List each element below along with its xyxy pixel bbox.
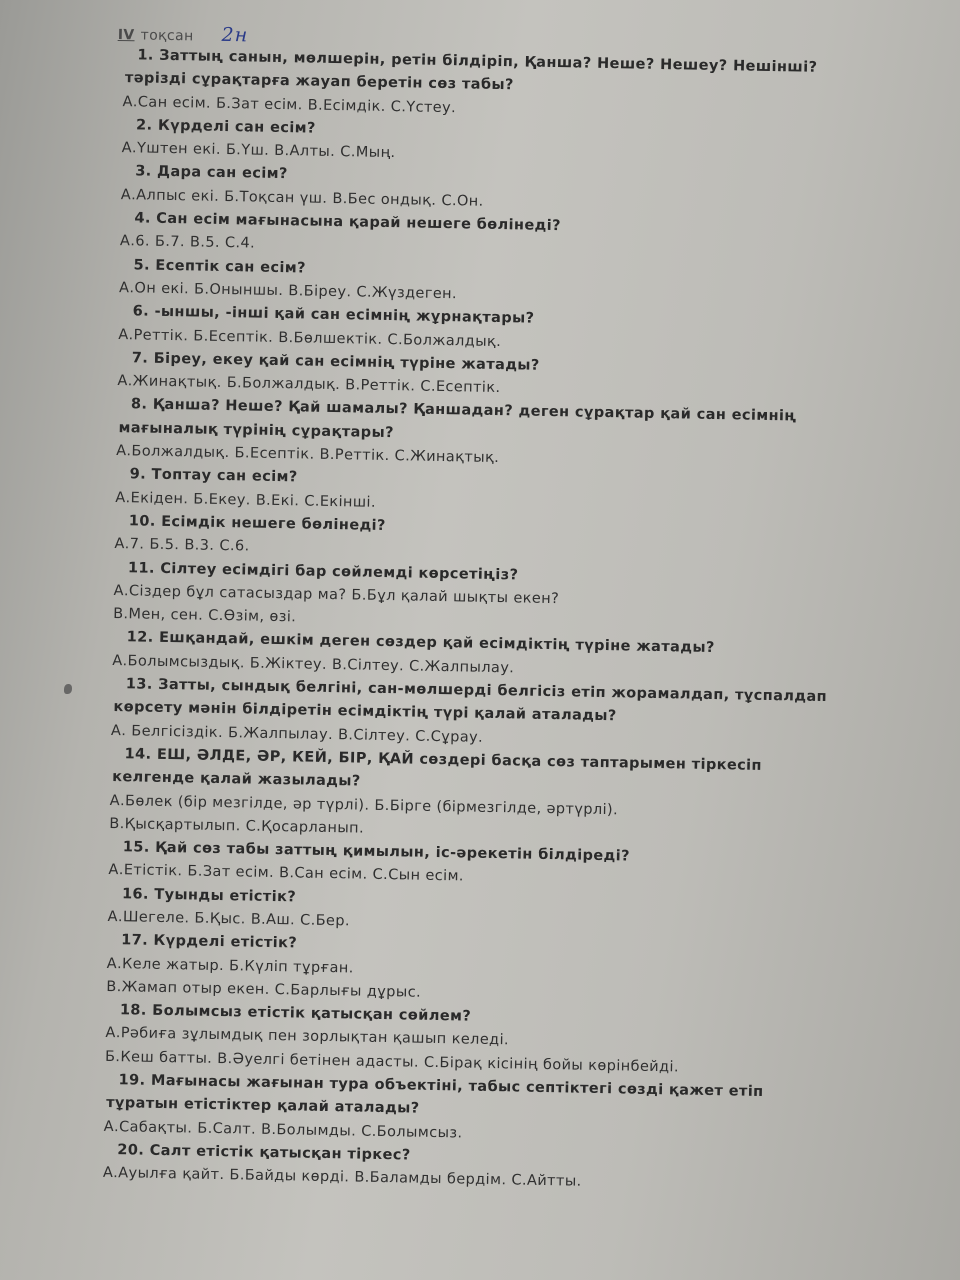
question-line: 4. Сан есім мағынасына қарай нешеге бөлінеді? bbox=[134, 210, 562, 235]
question-continuation: тұратын етістіктер қалай аталады? bbox=[106, 1095, 420, 1118]
question-line: 10. Есімдік нешеге бөлінеді? bbox=[128, 513, 386, 534]
answer-options: В.Қысқартылып. С.Қосарланып. bbox=[109, 815, 365, 837]
quarter-label bbox=[118, 27, 194, 44]
answer-options: А.Он екі. Б.Оныншы. В.Біреу. С.Жүздеген. bbox=[118, 280, 458, 303]
answer-options: А.Шегеле. Б.Қыс. В.Аш. С.Бер. bbox=[107, 908, 351, 930]
question-continuation: тәрізді сұрақтарға жауап беретін сөз табы? bbox=[124, 70, 514, 94]
question-line: 2. Күрделі сан есім? bbox=[135, 117, 316, 137]
quarter-word: тоқсан bbox=[140, 27, 194, 45]
answer-options: В.Жамап отыр екен. С.Барлығы дұрыс. bbox=[106, 978, 422, 1001]
answer-options: А.Ауылға қайт. Б.Байды көрді. В.Баламды бердім. С.Айтты. bbox=[102, 1165, 582, 1190]
question-continuation: көрсету мәнін білдіретін есімдіктің түрі қалай аталады? bbox=[113, 699, 617, 725]
question-line: 13. Затты, сындық белгіні, сан-мөлшерді белгісіз етіп жорамалдап, тұспалдап bbox=[125, 676, 828, 706]
answer-options: А.Жинақтық. Б.Болжалдық. В.Реттік. С.Есептік. bbox=[117, 373, 501, 397]
ink-mark bbox=[64, 684, 72, 694]
question-line: 9. Топтау сан есім? bbox=[129, 466, 298, 486]
question-line: 11. Сілтеу есімдігі бар сөйлемді көрсетіңіз? bbox=[127, 559, 519, 583]
answer-options: А.Келе жатыр. Б.Күліп тұрған. bbox=[106, 955, 354, 977]
answer-options: А.Бөлек (бір мезгілде, әр түрлі). Б.Бірге (бірмезгілде, әртүрлі). bbox=[109, 792, 619, 818]
question-line: 1. Заттың санын, мөлшерін, ретін білдіріп, Қанша? Неше? Нешеу? Нешінші? bbox=[137, 47, 818, 76]
question-line: 14. ЕШ, ӘЛДЕ, ӘР, КЕЙ, БІР, ҚАЙ сөздері басқа сөз таптарымен тіркесіп bbox=[124, 746, 763, 774]
answer-options: А.Рәбиға зұлымдық пен зорлықтан қашып келеді. bbox=[105, 1025, 510, 1049]
handwritten-note: 2н bbox=[221, 23, 249, 47]
answer-options: А.Болжалдық. Б.Есептік. В.Реттік. С.Жинақтық. bbox=[115, 443, 500, 467]
quarter-numeral: IV bbox=[117, 26, 135, 44]
question-line: 8. Қанша? Неше? Қай шамалы? Қаншадан? деген сұрақтар қай сан есімнің bbox=[130, 396, 797, 425]
question-line: 5. Есептік сан есім? bbox=[133, 256, 307, 277]
answer-options: А.Реттік. Б.Есептік. В.Бөлшектік. С.Болжалдық. bbox=[118, 326, 502, 350]
question-list bbox=[97, 44, 918, 1200]
answer-options: А.Екіден. Б.Екеу. В.Екі. С.Екінші. bbox=[115, 489, 377, 511]
question-line: 17. Күрделі етістік? bbox=[121, 932, 298, 952]
question-line: 3. Дара сан есім? bbox=[135, 163, 288, 183]
question-line: 20. Салт етістік қатысқан тіркес? bbox=[117, 1142, 411, 1164]
answer-options: В.Мен, сен. С.Өзім, өзі. bbox=[113, 606, 297, 626]
answer-options: А.Етістік. Б.Зат есім. В.Сан есім. С.Сын есім. bbox=[108, 862, 465, 885]
question-line: 12. Ешқандай, ешкім деген сөздер қай есімдіктің түріне жатады? bbox=[126, 629, 715, 657]
answer-options: Б.Кеш батты. В.Әуелгі бетінен адасты. С.Бірақ кісінің бойы көрінбейді. bbox=[104, 1048, 680, 1076]
question-line: 7. Біреу, екеу қай сан есімнің түріне жатады? bbox=[131, 350, 540, 374]
answer-options: А.Сабақты. Б.Салт. В.Болымды. С.Болымсыз. bbox=[103, 1118, 463, 1142]
answer-options: А.Үштен екі. Б.Үш. В.Алты. С.Мың. bbox=[121, 140, 396, 162]
answer-options: А.6. Б.7. В.5. С.4. bbox=[119, 233, 256, 252]
question-line: 16. Туынды етістік? bbox=[121, 885, 297, 906]
question-line: 19. Мағынасы жағынан тура объектіні, табыс септіктегі сөзді қажет етіп bbox=[118, 1072, 764, 1101]
answer-options: А.Сіздер бұл сатасыздар ма? Б.Бұл қалай шықты екен? bbox=[113, 582, 560, 608]
answer-options: А.Сан есім. Б.Зат есім. В.Есімдік. С.Үстеу. bbox=[122, 93, 457, 116]
answer-options: А.Алпыс екі. Б.Тоқсан үш. В.Бес ондық. С.Он. bbox=[120, 186, 484, 210]
question-continuation: келгенде қалай жазылады? bbox=[112, 769, 361, 790]
answer-options: А.7. Б.5. В.3. С.6. bbox=[114, 536, 250, 555]
question-line: 15. Қай сөз табы заттың қимылын, іс-әрекетін білдіреді? bbox=[122, 839, 631, 865]
question-continuation: мағыналық түрінің сұрақтары? bbox=[118, 419, 395, 441]
answer-options: А. Белгісіздік. Б.Жалпылау. В.Сілтеу. С.Сұрау. bbox=[110, 722, 484, 746]
answer-options: А.Болымсыздық. Б.Жіктеу. В.Сілтеу. С.Жалпылау. bbox=[112, 652, 515, 677]
question-line: 18. Болымсыз етістік қатысқан сөйлем? bbox=[119, 1002, 472, 1025]
question-line: 6. -ыншы, -інші қай сан есімнің жұрнақтары? bbox=[132, 303, 535, 327]
test-content bbox=[97, 22, 918, 1200]
